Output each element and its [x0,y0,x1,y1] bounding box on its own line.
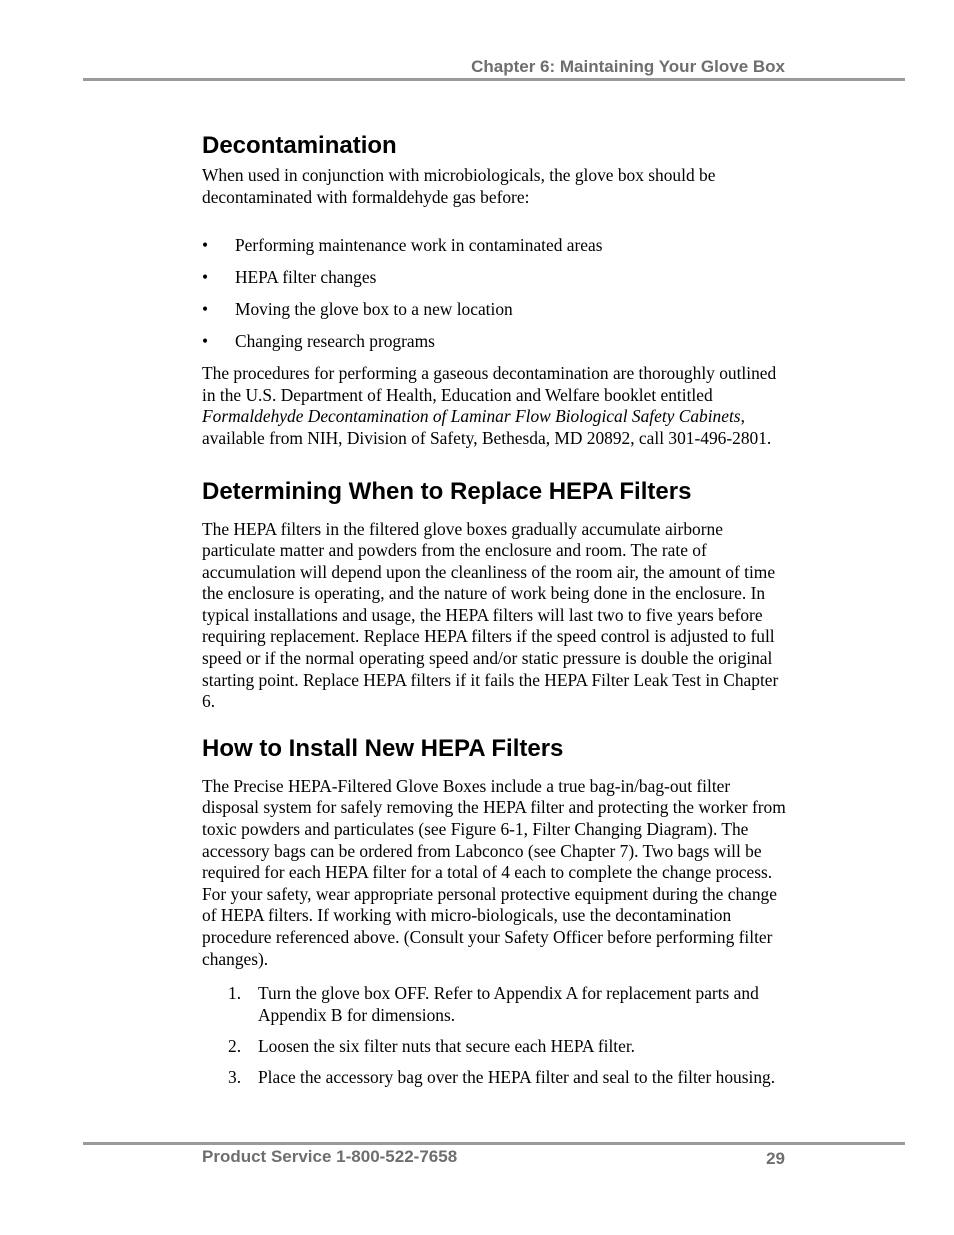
decontamination-procedure-paragraph [202,363,790,449]
list-item [202,331,790,353]
bullet-text: Performing maintenance work in contaminated areas [235,235,603,256]
list-item [202,299,790,321]
page-number: 29 [766,1149,785,1168]
list-item [202,267,790,289]
list-item [202,1067,790,1089]
booklet-title: Formaldehyde Decontamination of Laminar Flow Biological Safety Cabinets [202,406,741,427]
procedure-text-start: The procedures for performing a gaseous decontamination are thoroughly outlined in the U.S. Department of Health, Education and Welfare booklet entitled [202,363,777,405]
bullet-icon: • [202,267,209,288]
list-item [202,235,790,257]
footer-service-line: Product Service 1-800-522-7658 [202,1147,458,1166]
step-number: 2. [228,1035,242,1056]
decontamination-bullet-list [202,235,790,353]
header-rule [83,78,905,81]
list-item [202,1036,790,1058]
section-heading-install-filters: How to Install New HEPA Filters [202,734,564,762]
bullet-text: Changing research programs [235,331,435,352]
step-text: Place the accessory bag over the HEPA filter and seal to the filter housing. [258,1066,776,1087]
install-steps-list [202,983,790,1088]
step-text: Turn the glove box OFF. Refer to Appendix A for replacement parts and Appendix B for dimensions. [258,983,759,1025]
footer-rule [83,1142,905,1145]
procedure-text-end: , available from NIH, Division of Safety, Bethesda, MD 20892, call 301-496-2801. [202,406,772,448]
section-heading-decontamination: Decontamination [202,132,397,159]
bullet-icon: • [202,299,209,320]
list-item [202,983,790,1026]
install-filters-paragraph: The Precise HEPA-Filtered Glove Boxes include a true bag-in/bag-out filter disposal system for safely removing the HEPA filter and protecting the worker from toxic powders and particulates (see Figure 6-1, Filter Changing Diagram). The accessory bags can be ordered from Labconco (see Chapter 7). Two bags will be required for each HEPA filter for a total of 4 each to complete the change process. For your safety, wear appropriate personal protective equipment during the change of HEPA filters. If working with micro-biologicals, use the decontamination procedure referenced above. (Consult your Safety Officer before performing filter changes). [202,775,786,969]
step-number: 3. [228,1066,242,1087]
step-number: 1. [228,983,242,1004]
running-header: Chapter 6: Maintaining Your Glove Box [471,57,785,76]
decontamination-intro: When used in conjunction with microbiologicals, the glove box should be decontaminated with formaldehyde gas before: [202,165,716,207]
bullet-icon: • [202,331,209,352]
bullet-text: HEPA filter changes [235,267,377,288]
bullet-text: Moving the glove box to a new location [235,299,513,320]
replace-filters-paragraph: The HEPA filters in the filtered glove boxes gradually accumulate airborne particulate matter and powders from the enclosure and room. The rate of accumulation will depend upon the cleanliness of the room air, the amount of time the enclosure is operating, and the nature of work being done in the enclosure. In typical installations and usage, the HEPA filters will last two to five years before requiring replacement. Replace HEPA filters if the speed control is adjusted to full speed or if the normal operating speed and/or static pressure is double the original starting point. Replace HEPA filters if it fails the HEPA Filter Leak Test in Chapter 6. [202,518,779,712]
bullet-icon: • [202,235,209,256]
section-heading-replace-filters: Determining When to Replace HEPA Filters [202,477,692,505]
step-text: Loosen the six filter nuts that secure each HEPA filter. [258,1035,636,1056]
page-content [202,128,790,1098]
